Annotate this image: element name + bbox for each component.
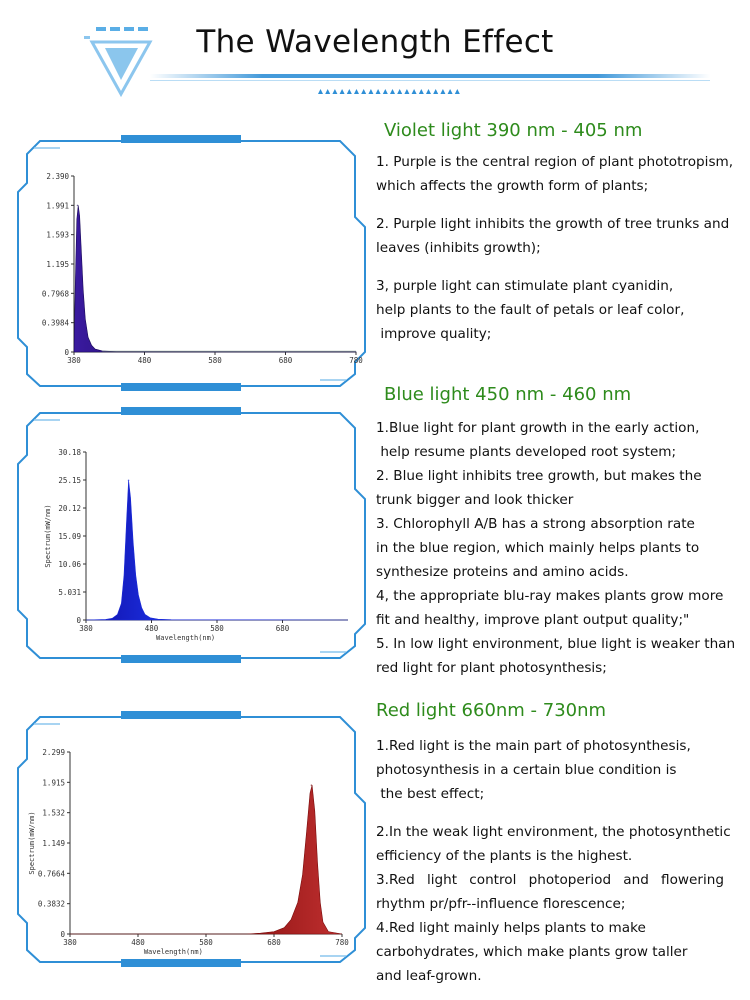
section-line: in the blue region, which mainly helps plants to [376,540,700,556]
section-line: red light for plant photosynthesis; [376,660,607,676]
peak-point [128,479,130,481]
section-line: 3.Red light control photoperiod and flowering [376,872,724,888]
x-tick-label: 580 [210,624,224,633]
y-tick-label: 25.15 [58,476,81,485]
header-line [150,74,710,78]
x-tick-label: 480 [144,624,159,633]
x-tick-label: 480 [131,938,145,947]
section-line: synthesize proteins and amino acids. [376,564,629,580]
blue-chart [0,404,380,666]
y-tick-label: 0 [64,348,69,357]
header-arrow-icon [376,89,381,94]
section-line: fit and healthy, improve plant output quality;" [376,612,690,628]
y-tick-label: 30.18 [58,448,81,457]
header-arrow-icon [433,89,438,94]
blue-chart-frame [0,404,380,666]
spectrum-area [74,205,356,352]
x-tick-label: 380 [79,624,93,633]
x-axis-label: Wavelength(nm) [156,634,216,642]
x-tick-label: 480 [137,356,152,365]
section-line: which affects the growth form of plants; [376,178,649,194]
section-line: 5. In low light environment, blue light is weaker than [376,636,736,652]
header-arrow-icon [354,89,359,94]
x-tick-label: 680 [278,356,293,365]
y-tick-label: 0.7968 [41,289,69,299]
section-line: and leaf-grown. [376,968,482,984]
section-line: photosynthesis in a certain blue condition is [376,762,677,778]
y-tick-label: 1.149 [42,839,65,848]
y-tick-label: 15.09 [58,532,81,541]
section-line: rhythm pr/pfr--influence florescence; [376,896,626,912]
header-arrow-icon [404,89,409,94]
header-arrow-icon [383,89,388,94]
y-tick-label: 0.7664 [37,869,65,879]
header-arrow-icon [397,89,402,94]
page-title: The Wavelength Effect [196,24,554,60]
section-line: help plants to the fault of petals or leaf color, [376,302,685,318]
section-line: 1.Red light is the main part of photosynthesis, [376,738,691,754]
header-arrow-icon [412,89,417,94]
x-tick-label: 580 [208,356,222,365]
y-tick-label: 2.390 [46,172,69,181]
section-line: 3, purple light can stimulate plant cyanidin, [376,278,674,294]
y-tick-label: 1.593 [46,230,69,240]
y-tick-label: 1.915 [42,778,65,788]
x-tick-label: 780 [349,356,363,365]
section-line: improve quality; [376,326,492,342]
y-tick-label: 0.3984 [41,318,69,328]
y-axis-label: Spectrum(mW/nm) [44,504,52,568]
y-tick-label: 2.299 [42,748,65,757]
section-line: trunk bigger and look thicker [376,492,574,508]
y-tick-label: 0 [76,616,81,625]
section-line: help resume plants developed root system; [376,444,677,460]
header-arrow-icon [440,89,445,94]
violet-chart-frame [0,132,380,394]
section-line: 2. Blue light inhibits tree growth, but makes the [376,468,702,484]
section-line: 1. Purple is the central region of plant phototropism, [376,154,734,170]
y-tick-label: 20.12 [58,504,81,513]
section-line: 2.In the weak light environment, the photosynthetic [376,824,731,840]
peak-point [311,784,313,786]
section-line: 1.Blue light for plant growth in the early action, [376,420,700,436]
x-tick-label: 380 [67,356,81,365]
violet-chart [0,132,380,394]
section-line: 3. Chlorophyll A/B has a strong absorption rate [376,516,695,532]
y-tick-label: 10.06 [58,560,81,569]
y-tick-label: 1.991 [46,201,69,211]
header-arrow-icon [455,89,460,94]
x-tick-label: 580 [199,938,213,947]
header-arrow-icon [325,89,330,94]
x-tick-label: 680 [267,938,281,947]
section-line: efficiency of the plants is the highest. [376,848,633,864]
section-line: 4, the appropriate blu-ray makes plants grow more [376,588,724,604]
blue-section-title: Blue light 450 nm - 460 nm [384,384,632,405]
y-tick-label: 1.532 [42,808,65,818]
x-axis-label: Wavelength(nm) [143,948,203,956]
x-tick-label: 380 [63,938,77,947]
section-line: the best effect; [376,786,485,802]
header-arrow-icon [390,89,395,94]
red-section-text [376,734,731,988]
y-tick-label: 0.3832 [37,899,65,909]
spectrum-area [86,480,348,620]
section-line: 4.Red light mainly helps plants to make [376,920,646,936]
x-tick-label: 680 [275,624,290,633]
header-arrow-icon [318,89,323,94]
header-arrow-row [318,89,460,94]
peak-point [77,205,79,207]
section-line: carbohydrates, which make plants grow taller [376,944,688,960]
header-arrow-icon [419,89,424,94]
red-section-title: Red light 660nm - 730nm [376,700,607,721]
red-chart [0,708,380,970]
y-tick-label: 0 [60,930,65,939]
header-arrow-icon [361,89,366,94]
header-arrow-icon [347,89,352,94]
spectrum-area [70,785,342,934]
header-arrow-icon [340,89,345,94]
y-tick-label: 1.195 [46,260,69,269]
blue-section-text [376,416,736,680]
header-arrow-icon [426,89,431,94]
x-tick-label: 780 [335,938,349,947]
header-arrow-icon [332,89,337,94]
section-line: 2. Purple light inhibits the growth of tree trunks and [376,216,730,232]
violet-section-text [376,150,736,346]
y-axis-label: Spectrum(mW/nm) [28,811,36,875]
header-arrow-icon [448,89,453,94]
red-chart-frame [0,708,380,970]
header-arrow-icon [368,89,373,94]
y-tick-label: 5.031 [58,588,81,597]
section-line: leaves (inhibits growth); [376,240,541,256]
violet-section-title: Violet light 390 nm - 405 nm [384,120,643,141]
